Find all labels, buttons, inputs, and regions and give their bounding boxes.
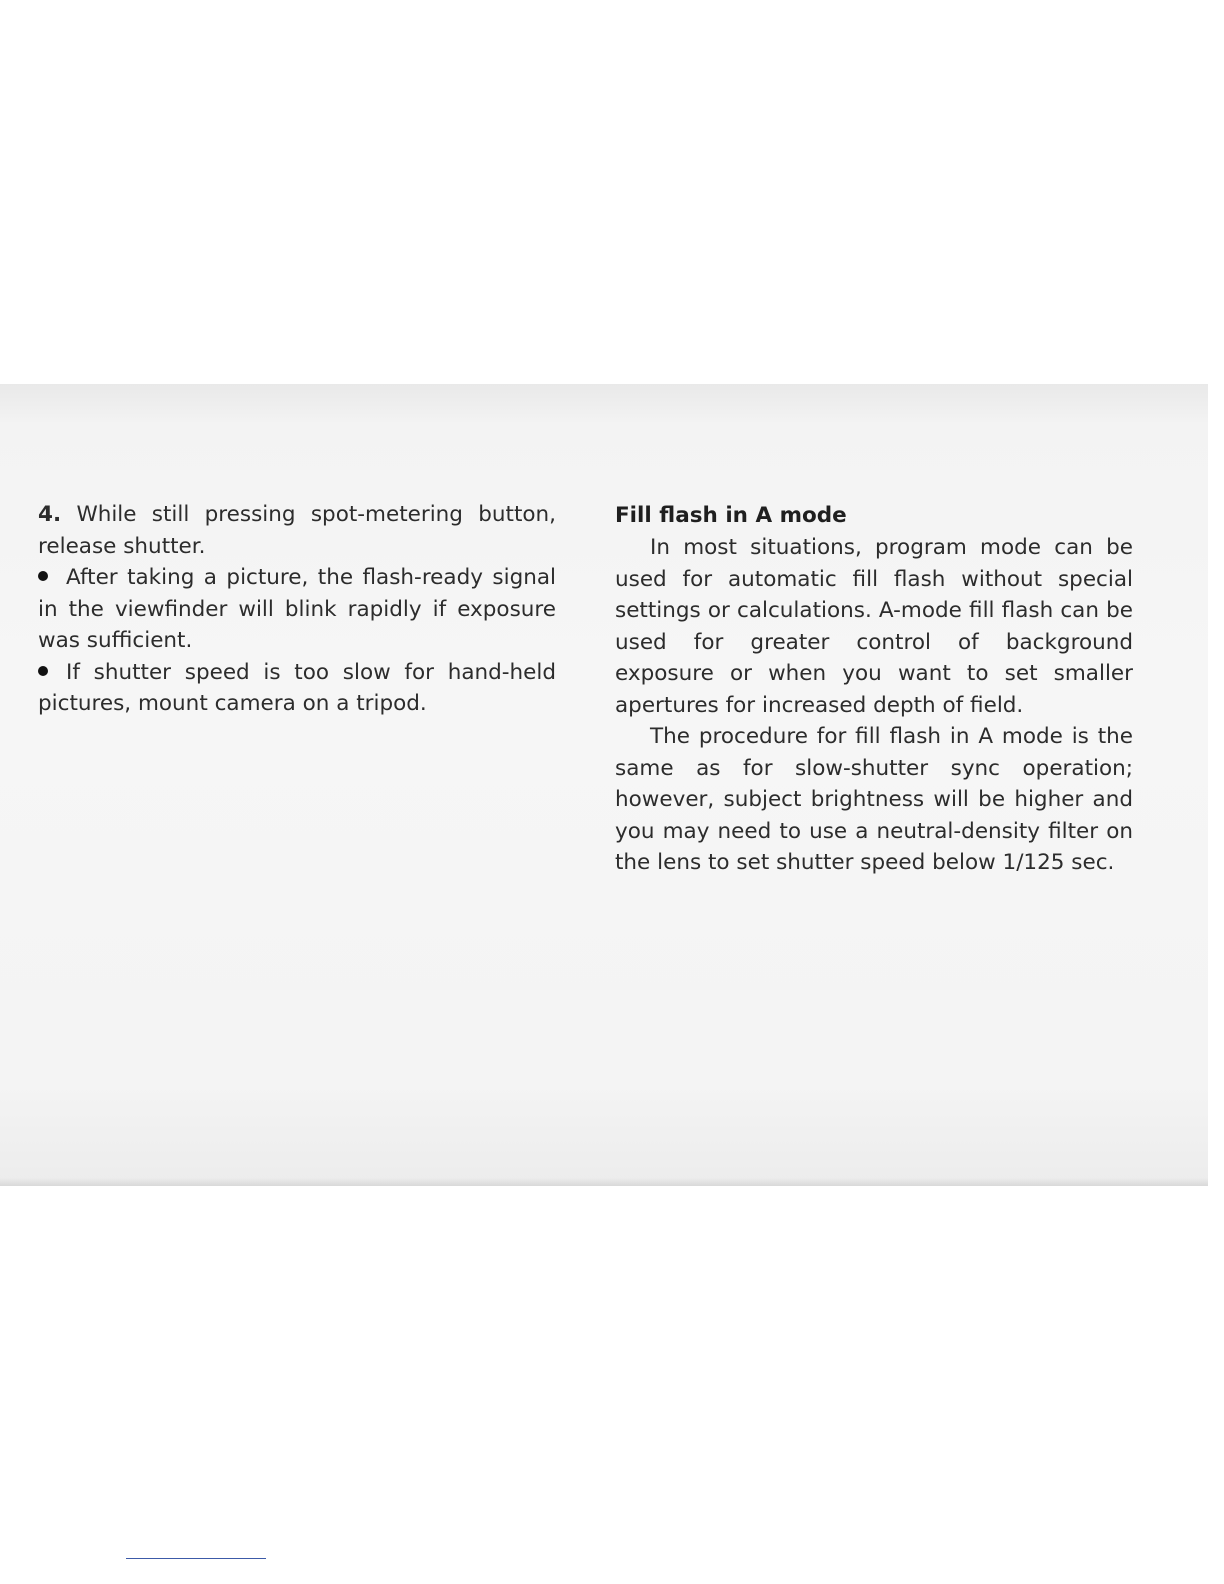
body-paragraph-1: In most situations, program mode can be used for automatic fill flash without special settings or calculations. A-mode fill flash can be used for greater control of background exposure or when you want to set smaller apertures for increased depth of field. (615, 535, 1133, 718)
bullet-text: After taking a picture, the flash-ready signal in the viewfinder will blink rapidly if exposure was sufficient. (38, 565, 556, 653)
bullet-item-tripod (38, 657, 556, 720)
bullet-icon (38, 666, 48, 676)
body-paragraph-2: The procedure for fill flash in A mode is the same as for slow-shutter sync operation; however, subject brightness will be higher and you may need to use a neutral-density filter on the lens to set shutter speed below 1/125 sec. (615, 724, 1133, 875)
bullet-icon (38, 571, 48, 581)
right-column (615, 499, 1133, 879)
footer-rule (126, 1558, 266, 1559)
left-column (38, 499, 556, 720)
page-bottom-edge (0, 1178, 1208, 1186)
bullet-text: If shutter speed is too slow for hand-held pictures, mount camera on a tripod. (38, 659, 556, 716)
step-number: 4. (38, 502, 62, 527)
section-heading: Fill flash in A mode (615, 503, 847, 528)
step-4-text: While still pressing spot-metering button, release shutter. (38, 502, 556, 559)
step-4-paragraph (38, 499, 556, 562)
bullet-item-flash-ready (38, 562, 556, 657)
